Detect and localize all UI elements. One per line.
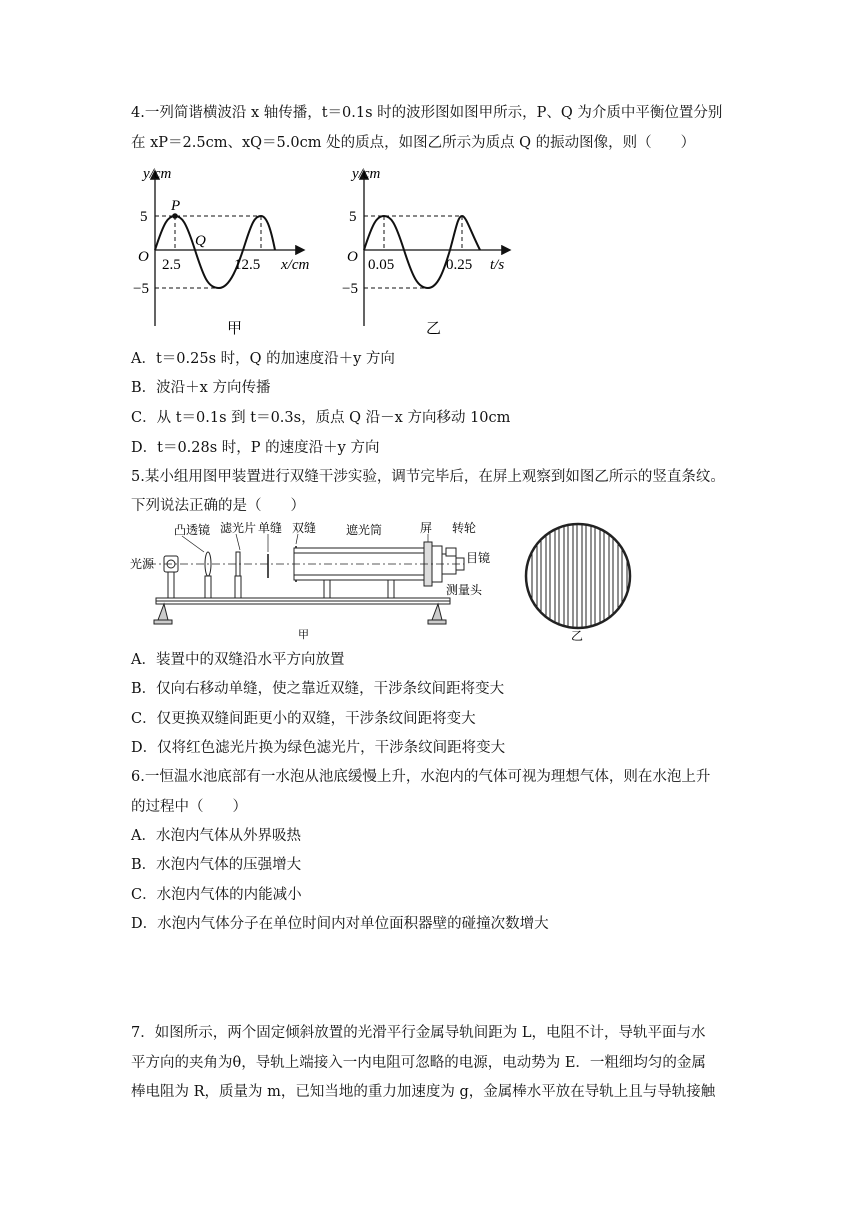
q4-option-d: D．t＝0.28s 时，P 的速度沿＋y 方向 xyxy=(131,440,380,456)
jia-tick-12-5: 12.5 xyxy=(234,257,261,273)
q7-stem-line-2: 平方向的夹角为θ，导轨上端接入一内电阻可忽略的电源，电动势为 E．一粗细均匀的金属 xyxy=(131,1055,706,1071)
label-single-slit: 单缝 xyxy=(258,521,283,535)
q6-option-c: C．水泡内气体的内能减小 xyxy=(131,887,302,903)
q5-figures xyxy=(128,520,740,644)
label-filter: 滤光片 xyxy=(220,521,257,535)
wave-graph-jia xyxy=(133,166,309,337)
double-slit-apparatus xyxy=(148,534,464,624)
label-tube: 遮光筒 xyxy=(346,523,383,537)
label-double-slit: 双缝 xyxy=(292,521,317,535)
q7-stem-line-3: 棒电阻为 R，质量为 m，已知当地的重力加速度为 g，金属棒水平放在导轨上且与导轨接触 xyxy=(131,1084,716,1100)
q5-option-c: C．仅更换双缝间距更小的双缝，干涉条纹间距将变大 xyxy=(131,711,476,727)
yi-tick-0-25: 0.25 xyxy=(446,257,473,273)
q6-option-d: D．水泡内气体分子在单位时间内对单位面积器壁的碰撞次数增大 xyxy=(131,916,549,932)
q4-option-c: C．从 t＝0.1s 到 t＝0.3s，质点 Q 沿－x 方向移动 10cm xyxy=(131,410,511,426)
label-screen: 屏 xyxy=(420,521,433,535)
label-light-source: 光源 xyxy=(130,557,155,571)
wave-curve xyxy=(155,216,275,288)
yi-tick-0-05: 0.05 xyxy=(368,257,395,273)
label-wheel: 转轮 xyxy=(452,521,477,535)
jia-tick-2-5: 2.5 xyxy=(162,257,181,273)
label-eyepiece: 目镜 xyxy=(466,551,491,565)
q5-option-d: D．仅将红色滤光片换为绿色滤光片，干涉条纹间距将变大 xyxy=(131,740,506,756)
label-convex-lens: 凸透镜 xyxy=(174,523,211,537)
q6-option-b: B．水泡内气体的压强增大 xyxy=(131,857,302,873)
q6-stem-line-2: 的过程中（ ） xyxy=(131,799,247,815)
yi-origin: O xyxy=(347,249,358,265)
fringes-caption: 乙 xyxy=(571,629,584,643)
point-q-label: Q xyxy=(195,233,206,249)
fig-jia-caption: 甲 xyxy=(227,319,243,337)
q5-option-b: B．仅向右移动单缝，使之靠近双缝，干涉条纹间距将变大 xyxy=(131,681,505,697)
point-p-dot xyxy=(172,213,178,219)
q5-option-a: A．装置中的双缝沿水平方向放置 xyxy=(131,652,345,668)
vibration-graph-yi xyxy=(342,166,509,337)
yi-x-label: t/s xyxy=(490,257,505,273)
yi-tick-5: 5 xyxy=(349,209,357,225)
yi-y-label: y/cm xyxy=(352,166,381,182)
q7-stem-line-1: 7．如图所示，两个固定倾斜放置的光滑平行金属导轨间距为 L，电阻不计，导轨平面与水 xyxy=(131,1025,706,1041)
q4-stem-line-1: 4.一列简谐横波沿 x 轴传播，t＝0.1s 时的波形图如图甲所示，P、Q 为介质中平衡位置分别 xyxy=(131,105,723,121)
q5-stem-line-1: 5.某小组用图甲装置进行双缝干涉实验，调节完毕后，在屏上观察到如图乙所示的竖直条纹。 xyxy=(131,469,725,485)
jia-y-label: y/cm xyxy=(143,166,172,182)
jia-tick-neg5: −5 xyxy=(133,281,149,297)
q4-option-b: B．波沿＋x 方向传播 xyxy=(131,380,271,396)
yi-tick-neg5: −5 xyxy=(342,281,358,297)
point-p-label: P xyxy=(171,198,181,214)
q6-option-a: A．水泡内气体从外界吸热 xyxy=(131,828,301,844)
label-measuring-head: 测量头 xyxy=(446,583,483,597)
q4-figures xyxy=(135,160,555,342)
jia-x-label: x/cm xyxy=(281,257,310,273)
apparatus-caption: 甲 xyxy=(298,628,309,641)
vibration-curve xyxy=(364,216,480,288)
jia-tick-5: 5 xyxy=(140,209,148,225)
fig-yi-caption: 乙 xyxy=(426,319,442,337)
interference-fringes xyxy=(526,520,630,632)
q6-stem-line-1: 6.一恒温水池底部有一水泡从池底缓慢上升，水泡内的气体可视为理想气体，则在水泡上升 xyxy=(131,769,711,785)
q5-stem-line-2: 下列说法正确的是（ ） xyxy=(131,498,305,514)
q4-option-a: A．t＝0.25s 时，Q 的加速度沿＋y 方向 xyxy=(131,351,395,367)
q4-stem-line-2: 在 xP＝2.5cm、xQ＝5.0cm 处的质点，如图乙所示为质点 Q 的振动图像，则（ ） xyxy=(131,135,696,151)
jia-origin: O xyxy=(138,249,149,265)
